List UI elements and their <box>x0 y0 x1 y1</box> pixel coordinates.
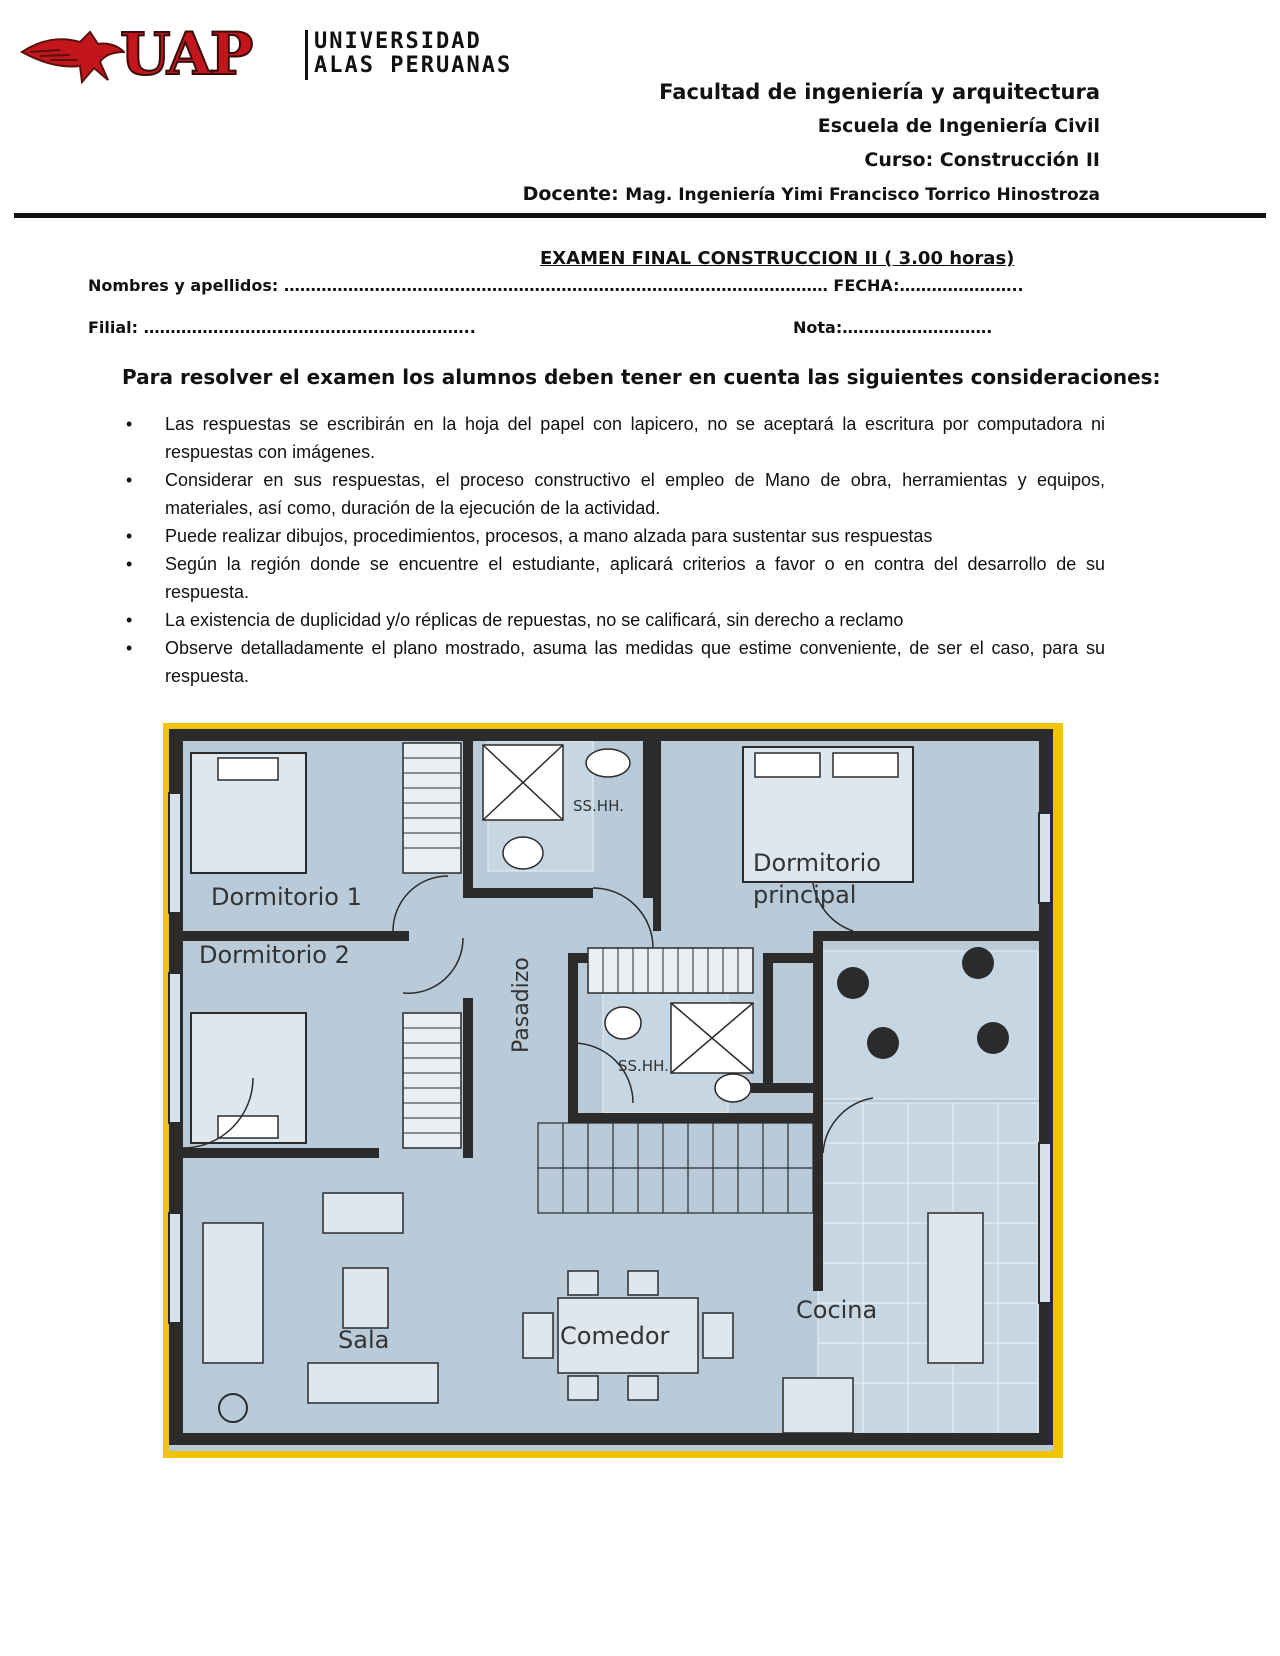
room-label-bedroom1: Dormitorio 1 <box>211 883 362 911</box>
list-item: • Puede realizar dibujos, procedimientos, procesos, a mano alzada para sustentar sus respuestas <box>120 522 1105 550</box>
logo-divider <box>305 30 308 80</box>
room-label-bath-top: SS.HH. <box>573 797 624 815</box>
school-name: Escuela de Ingeniería Civil <box>817 115 1100 137</box>
grade-field: Nota:………………………. <box>793 318 993 337</box>
room-label-master-2: principal <box>753 881 857 909</box>
room-label-bedroom2: Dormitorio 2 <box>199 941 350 969</box>
teacher-label: Docente: <box>522 183 619 205</box>
instructions-list <box>120 410 1105 690</box>
logo-line-2: ALAS PERUANAS <box>314 53 513 78</box>
list-item: • Las respuestas se escribirán en la hoja del papel con lapicero, no se aceptará la escritura por computadora ni respuestas con imágenes. <box>120 410 1105 466</box>
floor-plan <box>163 723 1063 1458</box>
logo-mark: UAP <box>120 20 252 88</box>
room-label-dining: Comedor <box>560 1322 670 1350</box>
instructions-heading: Para resolver el examen los alumnos deben tener en cuenta las siguientes consideraciones: <box>122 365 1161 389</box>
list-item: • Según la región donde se encuentre el estudiante, aplicará criterios a favor o en contra del desarrollo de su respuesta. <box>120 550 1105 606</box>
teacher-line <box>523 177 1100 212</box>
room-label-living: Sala <box>338 1326 390 1354</box>
list-item: • Observe detalladamente el plano mostrado, asuma las medidas que estime conveniente, de ser el caso, para su respuesta. <box>120 634 1105 690</box>
list-item: • Considerar en sus respuestas, el proceso constructivo el empleo de Mano de obra, herramientas y equipos, materiales, así como, duración de la ejecución de la actividad. <box>120 466 1105 522</box>
room-label-master-1: Dormitorio <box>753 849 881 877</box>
list-item: • La existencia de duplicidad y/o réplicas de repuestas, no se calificará, sin derecho a reclamo <box>120 606 1105 634</box>
header-divider <box>14 213 1266 218</box>
logo-line-1: UNIVERSIDAD <box>314 29 482 54</box>
names-date-field: Nombres y apellidos: ………………………………………………………………………………………… FECHA:………………….. <box>88 276 1024 295</box>
room-label-kitchen: Cocina <box>796 1296 878 1324</box>
teacher-name: Mag. Ingeniería Yimi Francisco Torrico Hinostroza <box>625 185 1100 205</box>
room-label-hall: Pasadizo <box>509 957 534 1053</box>
logo-university-name <box>314 30 512 78</box>
room-label-bath-mid: SS.HH. <box>618 1057 669 1075</box>
faculty-name: Facultad de ingeniería y arquitectura <box>659 80 1100 104</box>
exam-title: EXAMEN FINAL CONSTRUCCION II ( 3.00 horas) <box>540 248 1015 269</box>
document-header <box>523 75 1100 212</box>
condor-emblem-icon <box>20 22 125 88</box>
course-name: Curso: Construcción II <box>864 149 1100 171</box>
university-logo <box>20 22 530 88</box>
branch-field: Filial: …………………………………………………….. <box>88 318 476 337</box>
